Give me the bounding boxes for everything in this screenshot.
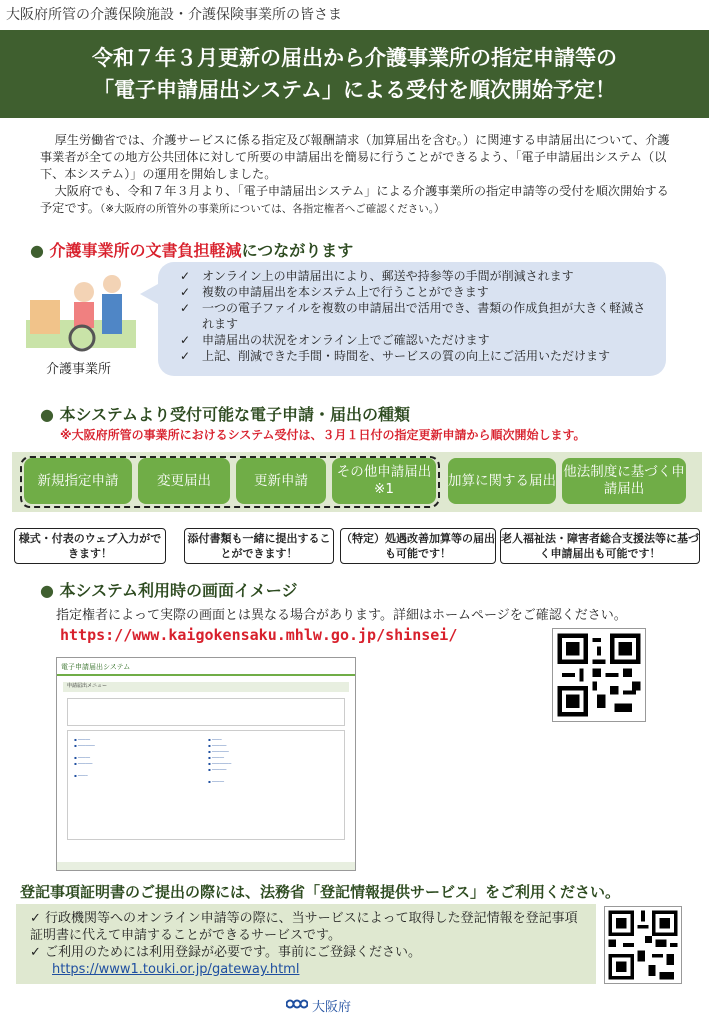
screenshot-lines-left: ▪ ───── ▪ ─────── ▪ ───── ▪ ────── ▪ ──── [74, 737, 95, 778]
benefits-heading [30, 238, 353, 261]
title-line-1: 令和７年３月更新の届出から介護事業所の指定申請等の [92, 46, 617, 70]
benefit-item [180, 348, 652, 364]
check-icon: ✓ [180, 333, 191, 347]
note-addition: （特定）処遇改善加算等の届出も可能です！ [340, 528, 496, 564]
osaka-label: 大阪府 [312, 1000, 352, 1015]
benefit-item [180, 284, 652, 300]
dashed-group-outline [20, 456, 440, 508]
screen-heading [40, 578, 297, 601]
benefit-text: オンライン上の申請届出により、郵送や持参等の手間が削減されます [202, 269, 574, 283]
touki-heading: 登記事項証明書のご提出の際には、法務省「登記情報提供サービス」をご利用ください。 [20, 883, 621, 901]
check-icon: ✓ [180, 301, 191, 315]
intro-p2-main: 大阪府でも、令和７年３月より、「電子申請届出システム」による介護事業所の指定申請等の受付を順次開始する予定です。 [40, 184, 669, 215]
system-screenshot [56, 657, 356, 871]
osaka-logo [286, 996, 351, 1015]
type-addition: 加算に関する届出 [448, 458, 556, 504]
note-attachments: 添付書類も一緒に提出することができます！ [184, 528, 334, 564]
benefit-item [180, 332, 652, 348]
type-change-notice: 変更届出 [138, 458, 230, 504]
bullet-dot-icon: ● [40, 581, 54, 600]
qr-code-touki-icon [604, 906, 682, 984]
touki-line-2 [30, 944, 582, 961]
title-banner [0, 30, 709, 118]
touki-line-1 [30, 910, 582, 944]
intro-paragraph-1: 厚生労働省では、介護サービスに係る指定及び報酬請求（加算届出を含む。）に関連する申請届出について、介護事業者が全ての地方公共団体に対して所要の申請届出を簡易に行うことができるよう、「電子申請届出システム（以下、本システム）」の運用を開始しました。 [40, 133, 670, 181]
benefits-heading-red: 介護事業所の文書負担軽減 [49, 241, 242, 260]
bullet-dot-icon: ● [30, 241, 44, 260]
touki-url-link[interactable]: https://www1.touki.or.jp/gateway.html [52, 962, 300, 977]
type-renewal: 更新申請 [236, 458, 326, 504]
note-web-input: 様式・付表のウェブ入力ができます！ [14, 528, 166, 564]
touki-line-2-text: ご利用のためには利用登録が必要です。事前にご登録ください。 [45, 945, 421, 960]
intro-p2-note: （※大阪府の所管外の事業所については、各指定権者へご確認ください。） [99, 203, 445, 215]
illustration-label: 介護事業所 [46, 362, 112, 377]
check-icon: ✓ [180, 285, 191, 299]
screenshot-footer [57, 862, 355, 870]
check-icon: ✓ [30, 945, 46, 960]
intro-text [40, 132, 670, 218]
benefits-list [158, 262, 666, 376]
benefit-text: 一つの電子ファイルを複数の申請届出で活用でき、書類の作成負担が大きく軽減されます [202, 301, 646, 331]
qr-code-shinsei-icon [552, 628, 646, 722]
screen-heading-text: 本システム利用時の画面イメージ [59, 581, 298, 600]
benefit-text: 複数の申請届出を本システム上で行うことができます [202, 285, 489, 299]
title-line-2: 「電子申請届出システム」による受付を順次開始予定！ [93, 78, 616, 102]
types-heading [40, 402, 410, 425]
benefit-item [180, 268, 652, 284]
check-icon: ✓ [180, 269, 191, 283]
osaka-symbol-icon [286, 997, 308, 1015]
screenshot-app-title: 電子申請届出システム [57, 658, 355, 676]
benefit-text: 上記、削減できた手間・時間を、サービスの質の向上にご活用いただけます [202, 349, 611, 363]
touki-line-1-text: 行政機関等へのオンライン申請等の際に、当サービスによって取得した登記情報を登記事項証明書に代えて申請することができるサービスです。 [30, 911, 578, 943]
screenshot-panel [67, 698, 345, 726]
benefits-heading-rest: につながります [241, 241, 354, 260]
types-notice: ※大阪府所管の事業所におけるシステム受付は、３月１日付の指定更新申請から順次開始します。 [60, 428, 586, 442]
screenshot-menu-bar: 申請届出メニュー [63, 682, 349, 692]
type-other: その他申請届出※1 [332, 458, 436, 504]
check-icon: ✓ [30, 911, 46, 926]
screenshot-menu-panel [67, 730, 345, 840]
audience-line: 大阪府所管の介護保険施設・介護保険事業所の皆さま [6, 7, 342, 23]
type-new-designation: 新規指定申請 [24, 458, 132, 504]
bullet-dot-icon: ● [40, 405, 54, 424]
screen-desc: 指定権者によって実際の画面とは異なる場合があります。詳細はホームページをご確認ください。 [56, 608, 627, 623]
benefit-text: 申請届出の状況をオンライン上でご確認いただけます [202, 333, 490, 347]
caregiver-illustration-icon [26, 270, 136, 352]
check-icon: ✓ [180, 349, 191, 363]
intro-paragraph-2 [40, 183, 670, 218]
benefit-item [180, 300, 652, 332]
note-other-law: 老人福祉法・障害者総合支援法等に基づく申請届出も可能です！ [500, 528, 700, 564]
screenshot-lines-right: ▪ ──── ▪ ────── ▪ ─────── ▪ ───── ▪ ──────── ▪ ────── ▪ ───── [208, 737, 232, 784]
touki-box [16, 904, 596, 984]
type-other-law: 他法制度に基づく申請届出 [562, 458, 686, 504]
types-heading-text: 本システムより受付可能な電子申請・届出の種類 [59, 405, 410, 424]
shinsei-url-link[interactable]: https://www.kaigokensaku.mhlw.go.jp/shinsei/ [60, 626, 458, 644]
